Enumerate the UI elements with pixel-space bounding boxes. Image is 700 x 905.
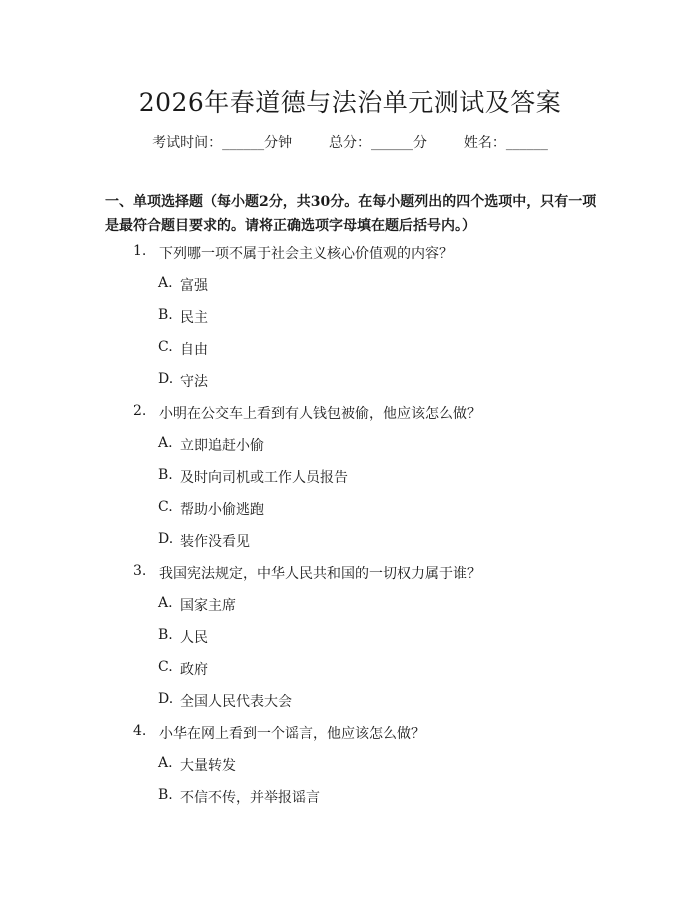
option-text: 大量转发 <box>180 758 236 774</box>
page-title: 2026年春道德与法治单元测试及答案 <box>138 88 562 117</box>
question-number: 3. <box>133 563 147 579</box>
option <box>158 371 208 391</box>
question-text: 下列哪一项不属于社会主义核心价值观的内容？ <box>159 246 453 262</box>
total-score-field: 总分：______分 <box>329 135 427 151</box>
option-text: 及时向司机或工作人员报告 <box>180 470 348 486</box>
option-letter: C. <box>158 499 173 515</box>
option-text: 全国人民代表大会 <box>180 694 292 710</box>
option-letter: A. <box>158 275 173 291</box>
exam-time-field: 考试时间：______分钟 <box>152 135 293 151</box>
option <box>158 691 292 711</box>
question-4 <box>133 723 425 743</box>
option <box>158 307 208 327</box>
option-letter: D. <box>158 531 174 547</box>
option-text: 人民 <box>180 630 208 646</box>
option-text: 帮助小偷逃跑 <box>180 502 264 518</box>
option-text: 不信不传，并举报谣言 <box>180 790 320 806</box>
option-text: 民主 <box>180 310 208 326</box>
option-letter: D. <box>158 371 174 387</box>
option-text: 装作没看见 <box>180 534 250 550</box>
option-text: 政府 <box>180 662 208 678</box>
option-letter: B. <box>158 307 173 323</box>
question-number: 1. <box>133 243 147 259</box>
option-letter: B. <box>158 467 173 483</box>
option <box>158 467 348 487</box>
option <box>158 659 208 679</box>
student-name-field: 姓名：______ <box>463 135 548 151</box>
option-text: 国家主席 <box>180 598 236 614</box>
question-1 <box>133 243 453 263</box>
option-text: 立即追赶小偷 <box>180 438 264 454</box>
question-text: 小华在网上看到一个谣言，他应该怎么做？ <box>159 726 425 742</box>
option-letter: A. <box>158 435 173 451</box>
option-text: 富强 <box>180 278 208 294</box>
option <box>158 275 208 295</box>
question-text: 我国宪法规定，中华人民共和国的一切权力属于谁？ <box>159 566 481 582</box>
question-text: 小明在公交车上看到有人钱包被偷，他应该怎么做？ <box>159 406 481 422</box>
section-heading: 一、单项选择题（每小题2分，共30分。在每小题列出的四个选项中，只有一项是最符合题目要求的。请将正确选项字母填在题后括号内。） <box>105 194 597 234</box>
exam-info-line <box>0 132 700 152</box>
option <box>158 339 208 359</box>
option-letter: A. <box>158 595 173 611</box>
option-text: 自由 <box>180 342 208 358</box>
option-letter: B. <box>158 627 173 643</box>
question-2 <box>133 403 481 423</box>
option <box>158 595 236 615</box>
question-number: 4. <box>133 723 147 739</box>
question-number: 2. <box>133 403 147 419</box>
option-letter: A. <box>158 755 173 771</box>
option-letter: C. <box>158 339 173 355</box>
option <box>158 435 264 455</box>
option <box>158 627 208 647</box>
option <box>158 755 236 775</box>
option <box>158 531 250 551</box>
option-text: 守法 <box>180 374 208 390</box>
option <box>158 787 320 807</box>
question-3 <box>133 563 481 583</box>
option-letter: C. <box>158 659 173 675</box>
option-letter: B. <box>158 787 173 803</box>
option <box>158 499 264 519</box>
option-letter: D. <box>158 691 174 707</box>
